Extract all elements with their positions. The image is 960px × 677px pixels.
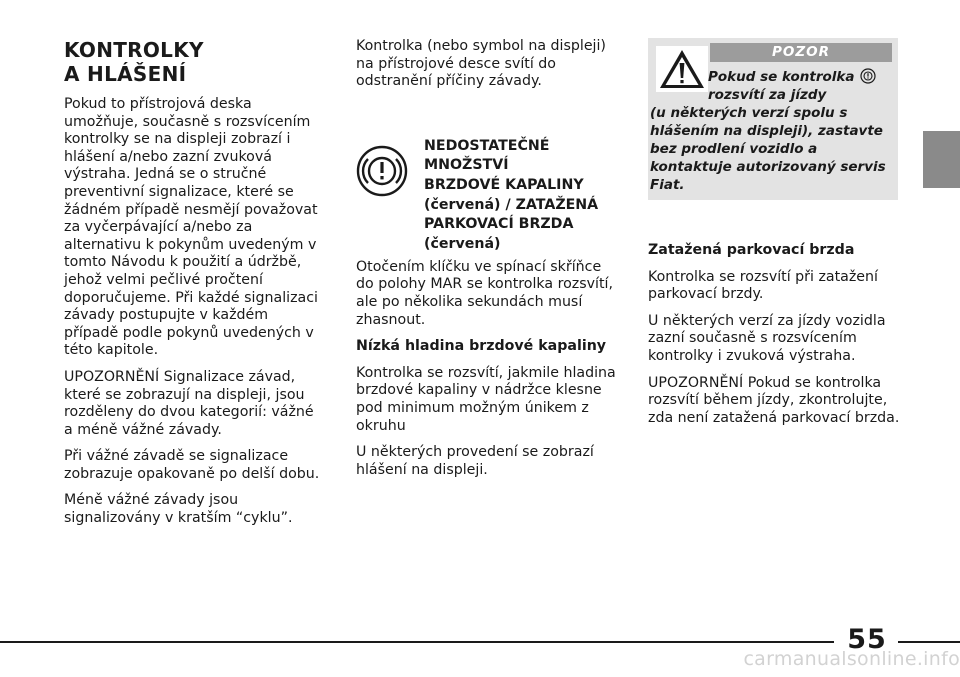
pozor-line: kontaktuje autorizovaný servis [650, 159, 886, 175]
warning-heading-line: (červená) [424, 235, 501, 252]
pozor-line: (u některých verzí spolu s [650, 105, 848, 121]
serious-fault-paragraph: Při vážné závadě se signalizace zobrazuje opakovaně po delší dobu. [64, 448, 320, 482]
warning-heading-line: MNOŽSTVÍ [424, 157, 509, 174]
warning-heading-line: (červená) / ZATAŽENÁ [424, 196, 599, 213]
pozor-warning-box [648, 38, 898, 200]
warning-heading-line: PARKOVACÍ BRZDA [424, 216, 574, 233]
pozor-line: hlášením na displeji), zastavte [650, 123, 883, 139]
display-message-paragraph: U některých provedení se zobrazí hlášení na displeji. [356, 444, 594, 478]
right-column [648, 242, 900, 436]
parking-brake-note-paragraph: UPOZORNĚNÍ Pokud se kontrolka rozsvítí během jízdy, zkontrolujte, zda není zatažená parkovací brzda. [648, 374, 900, 426]
low-fluid-paragraph: Kontrolka se rozsvítí, jakmile hladina brzdové kapaliny v nádržce klesne pod minimum možným únikem z okruhu [356, 364, 616, 434]
key-position-paragraph: Otočením klíčku ve spínací skříňce do polohy MAR se kontrolka rozsvítí, ale po několika sekundách musí zhasnout. [356, 258, 613, 328]
pozor-line: Fiat. [650, 177, 685, 193]
section-title-line1: KONTROLKY [64, 38, 204, 62]
warning-heading-line: BRZDOVÉ KAPALINY [424, 176, 584, 193]
middle-column [356, 38, 618, 488]
section-title-line2: A HLÁŠENÍ [64, 62, 187, 86]
indicator-paragraph: Kontrolka (nebo symbol na displeji) na přístrojové desce svítí do odstranění příčiny závady. [356, 38, 606, 90]
section-title [64, 38, 326, 86]
footer-rule [0, 641, 834, 643]
brake-warning-icon [356, 145, 408, 197]
acoustic-signal-paragraph: U některých verzí za jízdy vozidla zazní současně s rozsvícením kontrolky i zvuková výstraha. [648, 312, 886, 364]
left-column [64, 38, 326, 537]
pozor-label: POZOR [710, 43, 892, 62]
intro-paragraph: Pokud to přístrojová deska umožňuje, současně s rozsvícením kontrolky se na displeji zobrazí i hlášení a/nebo zazní zvuková výstraha. Jedná se o stručné preventivní signalizace, které se žádném případě nesmějí považovat za vyčerpávající a/nebo za alternativu k pokynům uvedeným v tomto Návodu k použití a údržbě, jehož velmi pečlivé pročtení doporučujeme. Při každé signalizaci závady postupujte v každém případě podle pokynů uvedených v této kapitole. [64, 96, 318, 359]
note-categories-paragraph: UPOZORNĚNÍ Signalizace závad, které se zobrazují na displeji, jsou rozděleny do dvou kategorií: vážné a méně vážné závady. [64, 368, 314, 438]
brake-warning-icon [859, 68, 877, 84]
pozor-line: bez prodlení vozidlo a [650, 141, 818, 157]
parking-brake-subheading: Zatažená parkovací brzda [648, 242, 855, 258]
parking-brake-paragraph: Kontrolka se rozsvítí při zatažení parkovací brzdy. [648, 268, 878, 303]
footer-rule [898, 641, 960, 643]
watermark: carmanualsonline.info [743, 648, 960, 670]
low-fluid-subheading: Nízká hladina brzdové kapaliny [356, 338, 607, 355]
brake-warning-block [356, 137, 618, 259]
warning-heading-line: NEDOSTATEČNÉ [424, 137, 550, 154]
brake-warning-heading [424, 137, 624, 255]
pozor-text [648, 68, 892, 194]
pozor-line: Pokud se kontrolka [648, 68, 892, 86]
minor-fault-paragraph: Méně vážné závady jsou signalizovány v kratším “cyklu”. [64, 492, 293, 527]
chapter-tab [923, 131, 960, 188]
pozor-line: rozsvítí za jízdy [708, 87, 827, 103]
page-number: 55 [847, 624, 887, 655]
